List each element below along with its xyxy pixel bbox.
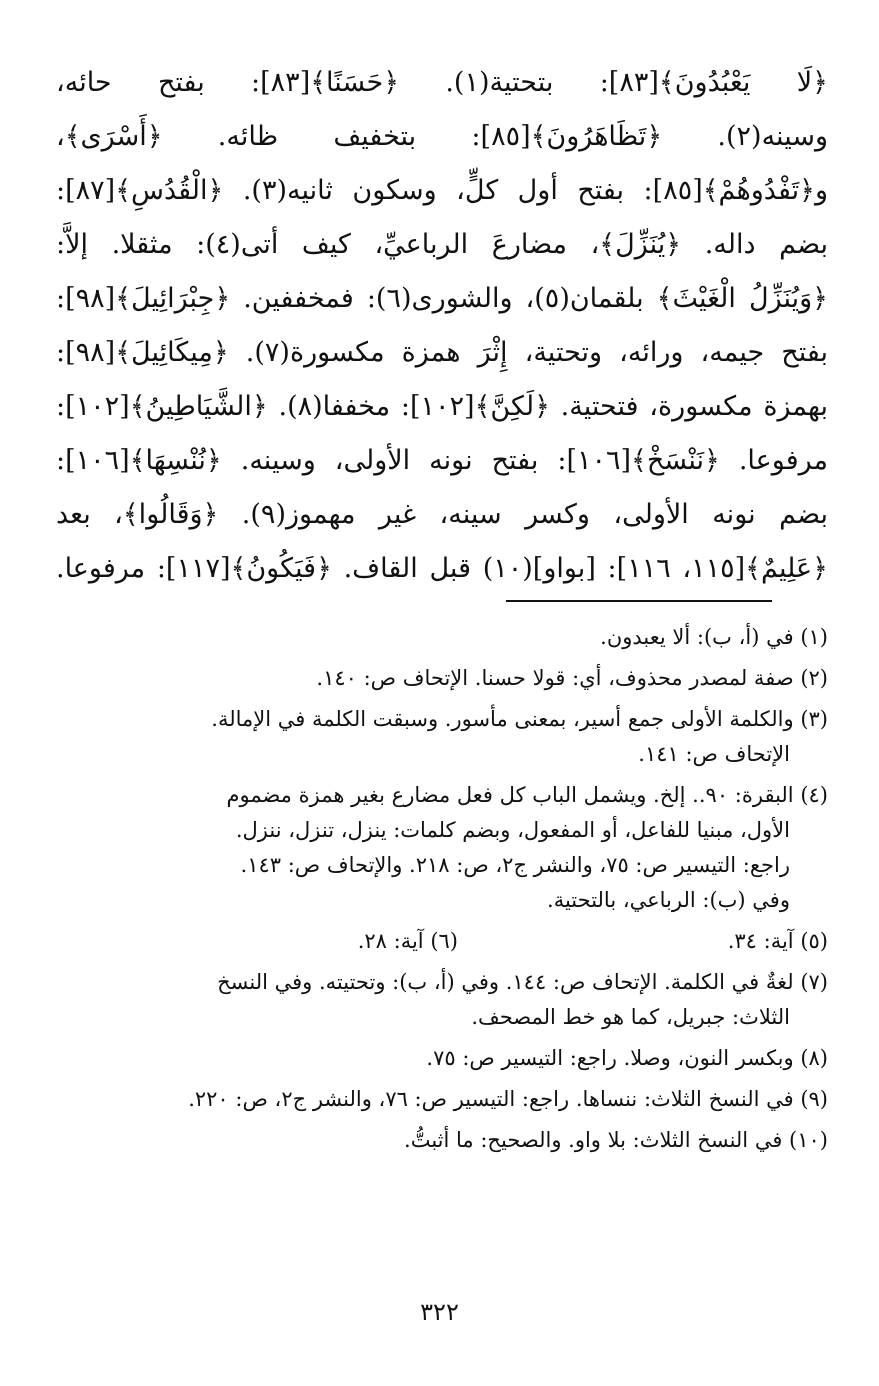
footnote-line: وفي (ب): الرباعي، بالتحتية. <box>547 888 790 912</box>
footnotes <box>56 620 828 1164</box>
text-line: وسينه(٢). ﴿تَظَاهَرُونَ﴾[٨٥]: بتخفيف ظائه. ﴿أَسْرَى﴾، <box>56 121 828 152</box>
text-line: بهمزة مكسورة، فتحتية. ﴿لَكِنَّ﴾[١٠٢]: مخففا(٨). ﴿الشَّيَاطِينُ﴾[١٠٢]: <box>56 391 828 422</box>
footnote-line: (١٠) في النسخ الثلاث: بلا واو. والصحيح: ما أثبتُّ. <box>404 1128 828 1152</box>
footnote-line: (٤) البقرة: ٩٠.. إلخ. ويشمل الباب كل فعل مضارع بغير همزة مضموم <box>226 783 828 807</box>
text-line: بضم نونه الأولى، وكسر سينه، غير مهموز(٩). ﴿وَقَالُوا﴾، بعد <box>56 499 828 530</box>
footnote-line: (٨) وبكسر النون، وصلا. راجع: التيسير ص: ٧٥. <box>426 1046 828 1070</box>
text-line: و﴿تَفْدُوهُمْ﴾[٨٥]: بفتح أول كلٍّ، وسكون ثانيه(٣). ﴿الْقُدُسِ﴾[٨٧]: <box>56 175 828 206</box>
page-number: ٣٢٢ <box>420 1298 459 1326</box>
footnote-4 <box>56 778 828 918</box>
text-line: ﴿وَيُنَزِّلُ الْغَيْثَ﴾ بلقمان(٥)، والشورى(٦): فمخففين. ﴿جِبْرَائِيلَ﴾[٩٨]: <box>56 283 828 314</box>
footnote-5: (٥) آية: ٣٤. <box>727 929 828 953</box>
footnote-9 <box>56 1082 828 1117</box>
footnote-line: (٧) لغةٌ في الكلمة. الإتحاف ص: ١٤٤. وفي (أ، ب): وتحتيته. وفي النسخ <box>217 970 828 994</box>
footnote-line: (١) في (أ، ب): ألا يعبدون. <box>600 625 828 649</box>
footnote-line: (٢) صفة لمصدر محذوف، أي: قولا حسنا. الإتحاف ص: ١٤٠. <box>316 666 828 690</box>
text-line: ﴿عَلِيمٌ﴾[١١٥، ١١٦]: [بواو](١٠) قبل القاف. ﴿فَيَكُونُ﴾[١١٧]: مرفوعا. <box>56 553 828 584</box>
footnote-8 <box>56 1041 828 1076</box>
text-line: بفتح جيمه، ورائه، وتحتية، إِثْرَ همزة مكسورة(٧). ﴿مِيكَائِيلَ﴾[٩٨]: <box>56 337 828 368</box>
footnote-2 <box>56 661 828 696</box>
footnote-6: (٦) آية: ٢٨. <box>357 929 458 953</box>
text-line: ﴿لَا يَعْبُدُونَ﴾[٨٣]: بتحتية(١). ﴿حَسَنًا﴾[٨٣]: بفتح حائه، <box>56 67 828 98</box>
footnote-1 <box>56 620 828 655</box>
footnote-line: الثلاث: جبريل، كما هو خط المصحف. <box>471 1005 790 1029</box>
footnote-5-6 <box>56 924 828 959</box>
footnote-line: الإتحاف ص: ١٤١. <box>638 742 790 766</box>
footnote-10 <box>56 1123 828 1158</box>
footnote-line: راجع: التيسير ص: ٧٥، والنشر ج٢، ص: ٢١٨. والإتحاف ص: ١٤٣. <box>240 853 790 877</box>
footnote-7 <box>56 965 828 1035</box>
footnote-separator <box>506 600 772 602</box>
main-text <box>56 56 828 596</box>
footnote-3 <box>56 702 828 772</box>
text-line: بضم داله. ﴿يُنَزِّلَ﴾، مضارعَ الرباعيِّ، كيف أتى(٤): مثقلا. إلاَّ: <box>56 229 828 260</box>
footnote-line: (٣) والكلمة الأولى جمع أسير، بمعنى مأسور. وسبقت الكلمة في الإمالة. <box>211 707 828 731</box>
footnote-line: الأول، مبنيا للفاعل، أو المفعول، وبضم كلمات: ينزل، تنزل، ننزل. <box>235 818 790 842</box>
text-line: مرفوعا. ﴿نَنْسَخْ﴾[١٠٦]: بفتح نونه الأولى، وسينه. ﴿نُنْسِهَا﴾[١٠٦]: <box>56 445 828 476</box>
footnote-line: (٩) في النسخ الثلاث: ننساها. راجع: التيسير ص: ٧٦، والنشر ج٢، ص: ٢٢٠. <box>188 1087 828 1111</box>
